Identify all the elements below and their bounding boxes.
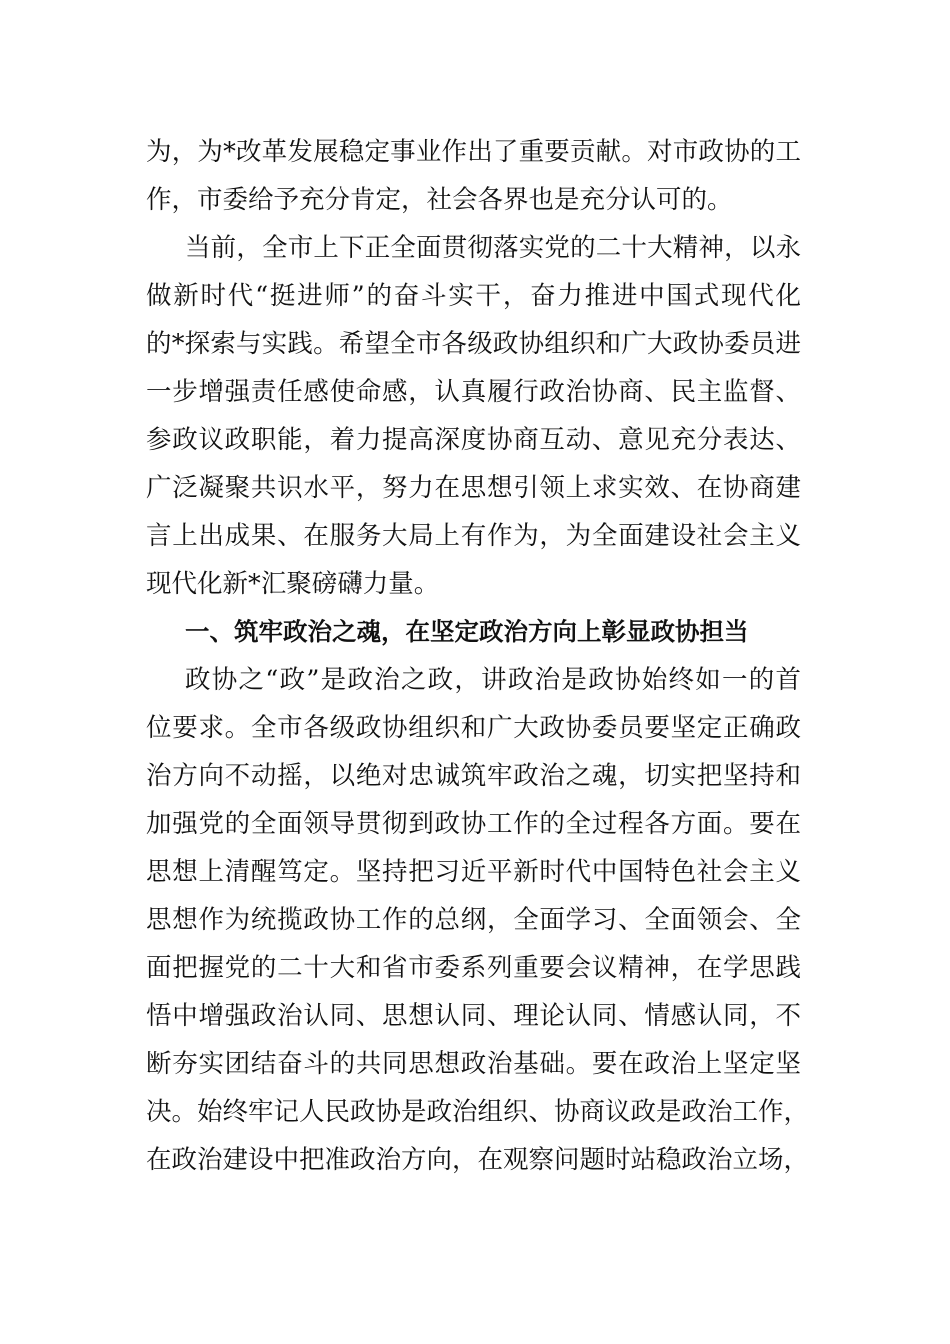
paragraph-line: 断夯实团结奋斗的共同思想政治基础。要在政治上坚定坚: [146, 1049, 801, 1079]
paragraph-line: 的*探索与实践。希望全市各级政协组织和广大政协委员进: [146, 329, 801, 359]
paragraph-line: 决。始终牢记人民政协是政治组织、协商议政是政治工作，: [146, 1097, 810, 1127]
paragraph-line: 悟中增强政治认同、思想认同、理论认同、情感认同，不: [146, 1001, 801, 1031]
paragraph-line: 为，为*改革发展稳定事业作出了重要贡献。对市政协的工: [146, 137, 801, 167]
section-heading: 一、筑牢政治之魂，在坚定政治方向上彰显政协担当: [185, 617, 749, 646]
paragraph-line: 思想上清醒笃定。坚持把习近平新时代中国特色社会主义: [146, 857, 801, 887]
document-body: [146, 128, 810, 1184]
paragraph-line: 加强党的全面领导贯彻到政协工作的全过程各方面。要在: [146, 809, 801, 839]
paragraph-line: 做新时代“挺进师”的奋斗实干，奋力推进中国式现代化: [146, 281, 801, 311]
paragraph-line: 作，市委给予充分肯定，社会各界也是充分认可的。: [146, 185, 733, 215]
paragraph-line: 在政治建设中把准政治方向，在观察问题时站稳政治立场，: [146, 1145, 810, 1175]
paragraph-line: 面把握党的二十大和省市委系列重要会议精神，在学思践: [146, 953, 801, 983]
paragraph-line: 政协之“政”是政治之政，讲政治是政协始终如一的首: [185, 665, 801, 695]
paragraph-line: 现代化新*汇聚磅礴力量。: [146, 569, 440, 599]
paragraph-line: 当前，全市上下正全面贯彻落实党的二十大精神，以永: [185, 233, 801, 263]
paragraph-line: 位要求。全市各级政协组织和广大政协委员要坚定正确政: [146, 713, 801, 743]
paragraph-line: 言上出成果、在服务大局上有作为，为全面建设社会主义: [146, 521, 801, 551]
paragraph-line: 参政议政职能，着力提高深度协商互动、意见充分表达、: [146, 425, 801, 455]
paragraph-line: 广泛凝聚共识水平，努力在思想引领上求实效、在协商建: [146, 473, 801, 503]
paragraph-line: 思想作为统揽政协工作的总纲，全面学习、全面领会、全: [146, 905, 801, 935]
paragraph-line: 一步增强责任感使命感，认真履行政治协商、民主监督、: [146, 377, 801, 407]
paragraph-line: 治方向不动摇，以绝对忠诚筑牢政治之魂，切实把坚持和: [146, 761, 801, 791]
